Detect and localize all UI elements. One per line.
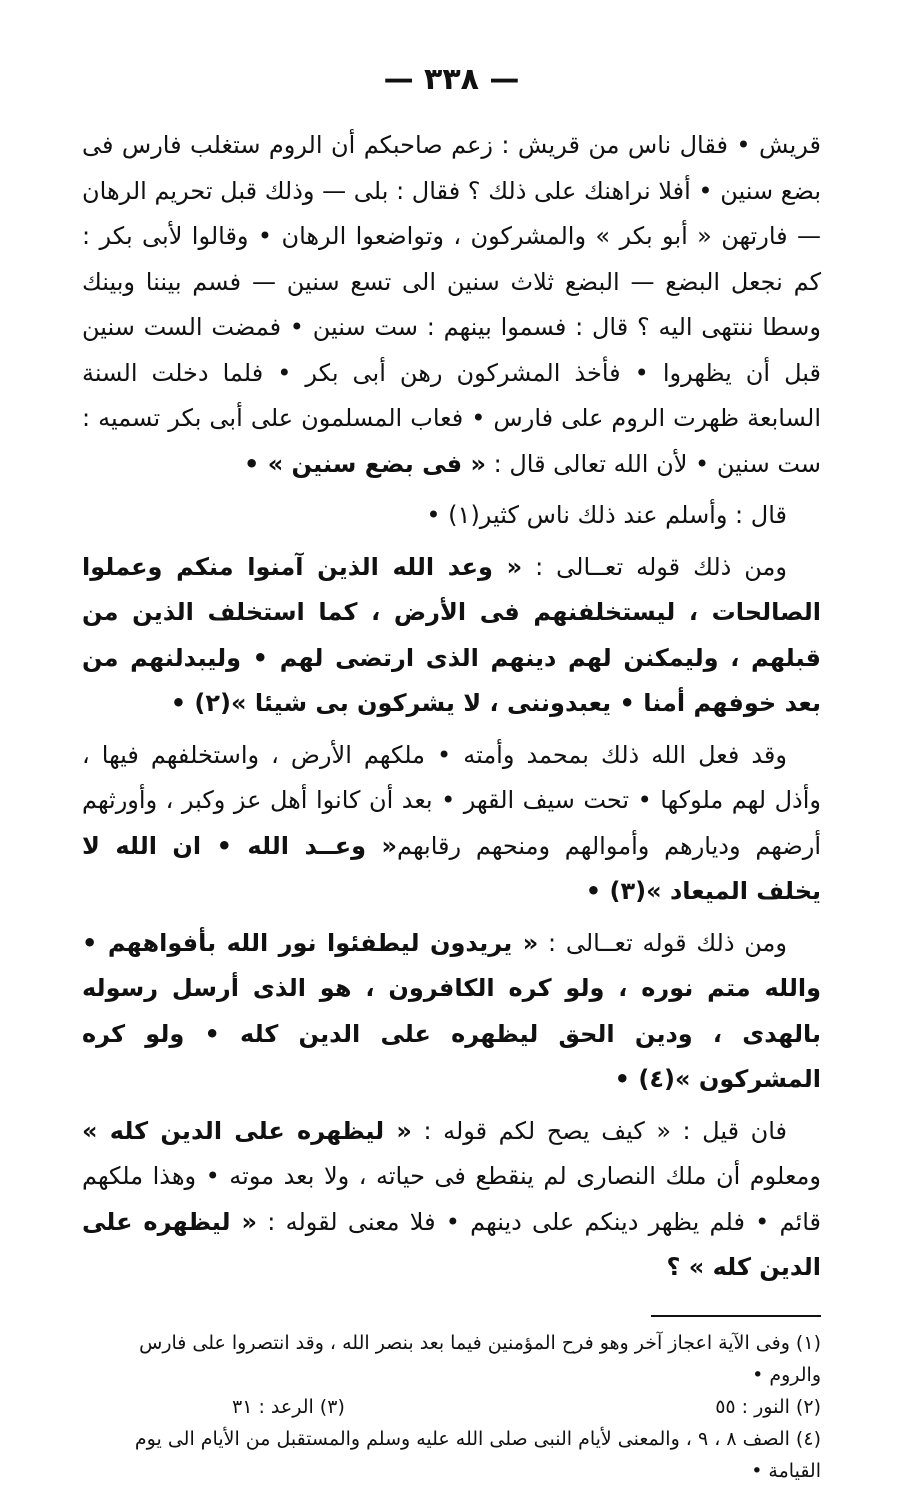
bold-run: « وعد الله الذين آمنوا منكم وعملوا الصالحات ، ليستخلفنهم فى الأرض ، كما استخلف الذين من قبلهم ، وليمكنن لهم دينهم الذى ارتضى لهم • وليبدلنهم من بعد خوفهم أمنا • يعبدوننى ، لا يشركون بى شيئا »(٢) • [82,552,821,717]
footnote-row [82,1391,821,1423]
paragraph [82,545,821,727]
paragraph [82,921,821,1103]
paragraph [82,733,821,915]
page-number: — ٣٣٨ — [383,62,520,97]
text-run: ومن ذلك قوله تعــالى : [522,552,787,581]
text-run: وقد فعل الله ذلك بمحمد وأمته • ملكهم الأرض ، واستخلفهم فيها ، وأذل لهم ملوكها • تحت سيف القهر • بعد أن كانوا أهل عز وكبر ، وأورثهم أرضهم وديارهم وأموالهم ومنحهم رقابهم [82,740,821,860]
text-run: ومعلوم أن ملك النصارى لم ينقطع فى حياته ، ولا بعد موته • وهذا ملكهم قائم • فلم يظهر دينكم على دينهم • فلا معنى لقوله : [82,1162,821,1236]
text-run: ومن ذلك قوله تعــالى : [538,928,788,957]
bold-run: « وعــد الله • ان الله لا يخلف الميعاد »(٣) • [82,831,821,905]
footnote-4: (٤) الصف ٨ ، ٩ ، والمعنى لأيام النبى صلى الله عليه وسلم والمستقبل من الأيام الى يوم القيامة • [134,1427,821,1482]
bold-run: « ليظهره على الدين كله » ؟ [82,1207,821,1281]
text-run: فان قيل : « كيف يصح لكم قوله : [411,1116,787,1145]
paragraph [82,123,821,487]
footnote-2: (٢) النور : ٥٥ [715,1395,821,1418]
paragraph [82,493,821,539]
bold-run: « يريدون ليطفئوا نور الله بأفواههم • والله متم نوره ، ولو كره الكافرون ، هو الذى أرسل رسوله بالهدى ، ودين الحق ليظهره على الدين كله • ولو كره المشركون »(٤) • [82,928,821,1093]
footnote-divider [651,1315,821,1317]
body-text [82,123,821,1291]
footnote-1: (١) وفى الآية اعجاز آخر وهو فرح المؤمنين فيما بعد بنصر الله ، وقد انتصروا على فارس والروم • [139,1331,821,1386]
footnote-3: (٣) الرعد : ٣١ [232,1395,345,1418]
text-run: قريش • فقال ناس من قريش : زعم صاحبكم أن الروم ستغلب فارس فى بضع سنين • أفلا نراهنك على ذلك ؟ فقال : بلى — وذلك قبل تحريم الرهان — فارتهن « أبو بكر » والمشركون ، وتواضعوا الرهان • وقالوا لأبى بكر : كم نجعل البضع — البضع ثلاث سنين الى تسع سنين — فسم بيننا وبينك وسطا ننتهى اليه ؟ قال : فسموا بينهم : ست سنين • فمضت الست سنين قبل أن يظهروا • فأخذ المشركون رهن أبى بكر • فلما دخلت السنة السابعة ظهرت الروم على فارس • فعاب المسلمون على أبى بكر تسميه : ست سنين • لأن الله تعالى قال : [82,131,821,478]
text-run: قال : وأسلم عند ذلك ناس كثير(١) • [426,501,787,529]
paragraph [82,1109,821,1291]
bold-run: « فى بضع سنين » • [244,449,486,478]
footnotes [82,1327,821,1487]
bold-run: « ليظهره على الدين كله » [82,1116,412,1145]
